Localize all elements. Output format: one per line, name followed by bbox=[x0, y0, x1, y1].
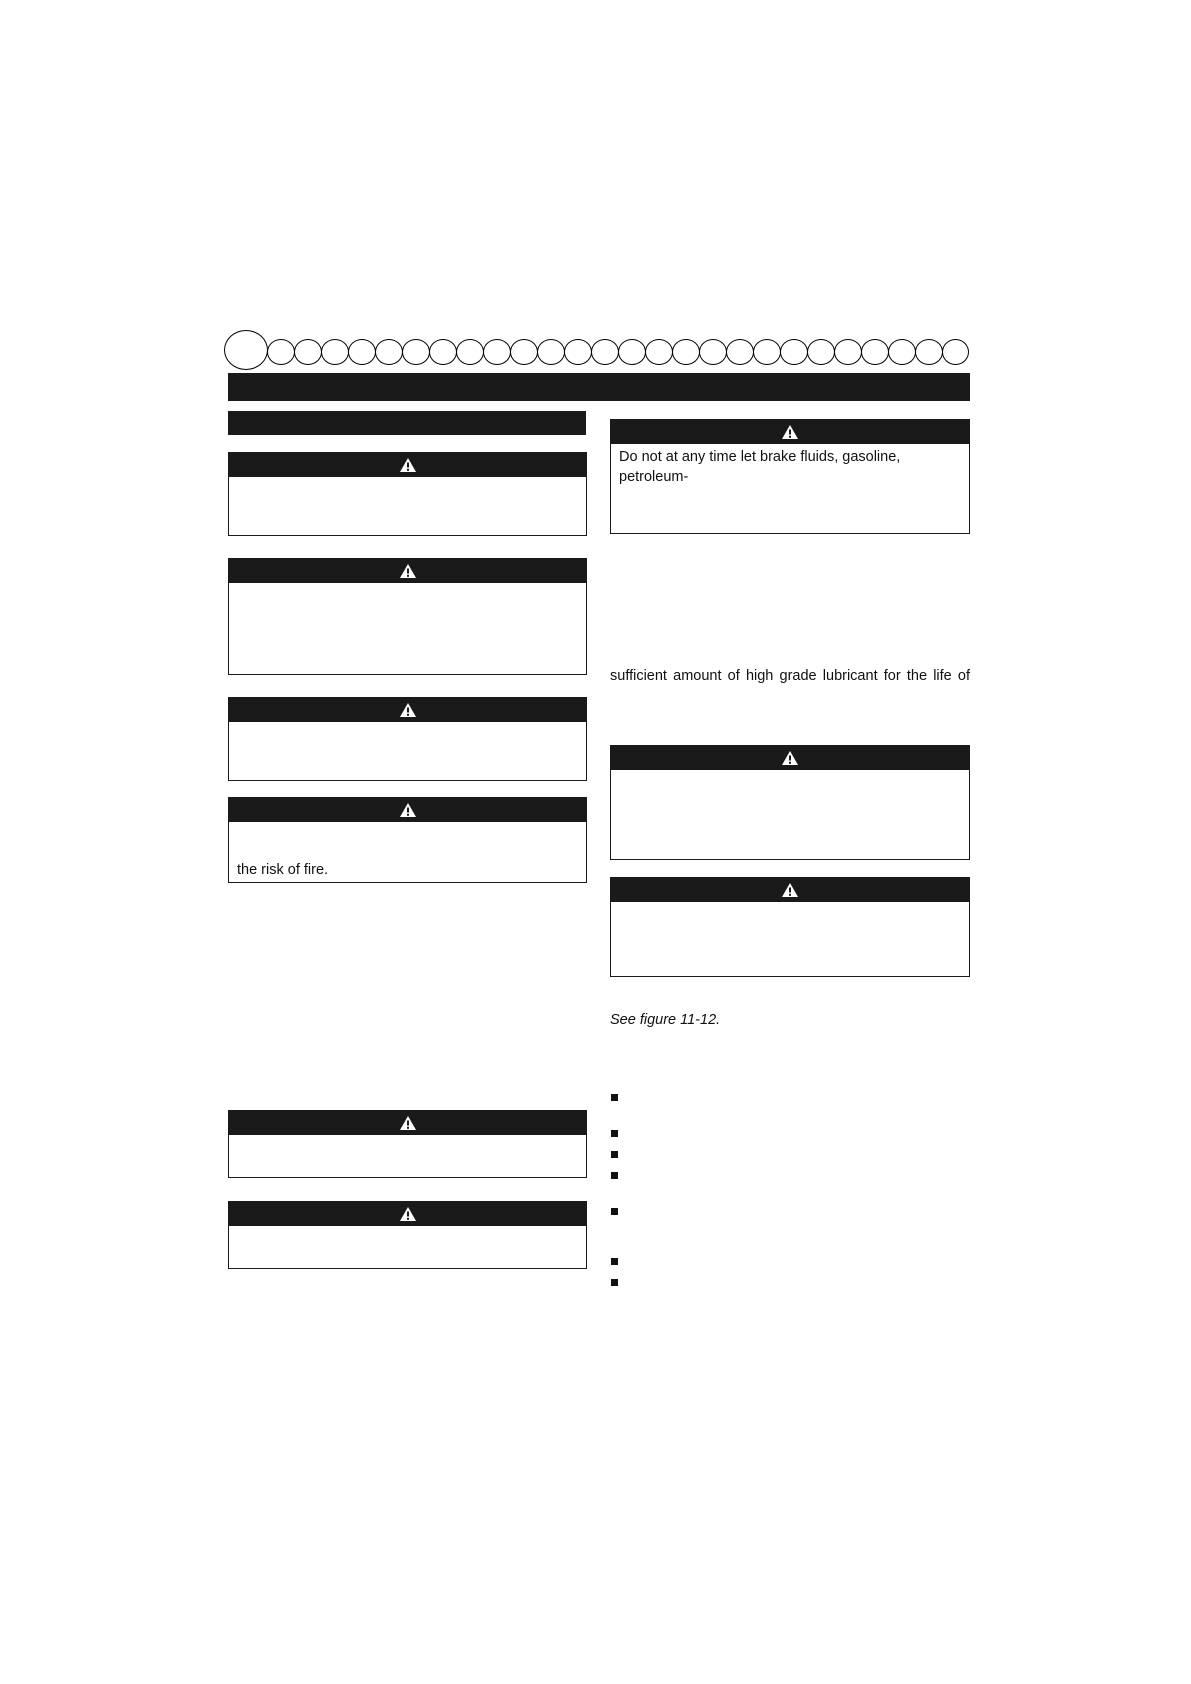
chapter-tab bbox=[942, 339, 969, 365]
warning-box bbox=[610, 745, 970, 860]
square-bullet-icon bbox=[611, 1279, 618, 1286]
warning-triangle-icon bbox=[399, 563, 417, 579]
warning-text: Do not at any time let brake fluids, gasoline, petroleum- bbox=[619, 449, 901, 485]
warning-triangle-icon bbox=[399, 802, 417, 818]
chapter-tab bbox=[564, 339, 592, 365]
chapter-tab-current bbox=[224, 330, 268, 370]
chapter-tab bbox=[591, 339, 619, 365]
chapter-tab bbox=[294, 339, 322, 365]
chapter-tab bbox=[348, 339, 376, 365]
chapter-tab bbox=[429, 339, 457, 365]
section-title-bar bbox=[228, 411, 586, 435]
chapter-tab bbox=[699, 339, 727, 365]
square-bullet-icon bbox=[611, 1172, 618, 1179]
chapter-tab bbox=[780, 339, 808, 365]
chapter-tab bbox=[726, 339, 754, 365]
square-bullet-icon bbox=[611, 1094, 618, 1101]
chapter-tab bbox=[807, 339, 835, 365]
chapter-tab-strip bbox=[0, 0, 1191, 380]
chapter-tab bbox=[537, 339, 565, 365]
chapter-tab bbox=[645, 339, 673, 365]
chapter-tab bbox=[753, 339, 781, 365]
warning-triangle-icon bbox=[781, 750, 799, 766]
warning-box bbox=[228, 797, 587, 883]
warning-triangle-icon bbox=[399, 457, 417, 473]
chapter-tab bbox=[456, 339, 484, 365]
warning-header bbox=[229, 559, 586, 583]
warning-header bbox=[611, 878, 969, 902]
chapter-title-bar bbox=[228, 373, 970, 401]
warning-triangle-icon bbox=[399, 1206, 417, 1222]
warning-triangle-icon bbox=[399, 702, 417, 718]
lubricant-paragraph-line: sufficient amount of high grade lubricant for the life of bbox=[610, 668, 970, 684]
warning-box bbox=[228, 452, 587, 536]
warning-header bbox=[229, 798, 586, 822]
chapter-tab bbox=[483, 339, 511, 365]
chapter-tab bbox=[618, 339, 646, 365]
chapter-tab bbox=[510, 339, 538, 365]
warning-box bbox=[228, 1110, 587, 1178]
chapter-tab bbox=[861, 339, 889, 365]
chapter-tab bbox=[888, 339, 916, 365]
warning-box bbox=[228, 1201, 587, 1269]
square-bullet-icon bbox=[611, 1130, 618, 1137]
square-bullet-icon bbox=[611, 1208, 618, 1215]
warning-header bbox=[229, 698, 586, 722]
warning-header bbox=[611, 420, 969, 444]
warning-header bbox=[229, 453, 586, 477]
chapter-tab bbox=[402, 339, 430, 365]
chapter-tab bbox=[321, 339, 349, 365]
warning-triangle-icon bbox=[399, 1115, 417, 1131]
warning-box bbox=[228, 558, 587, 675]
warning-box bbox=[610, 419, 970, 534]
warning-triangle-icon bbox=[781, 882, 799, 898]
warning-text: the risk of fire. bbox=[237, 862, 329, 878]
chapter-tab bbox=[267, 339, 295, 365]
warning-header bbox=[229, 1111, 586, 1135]
square-bullet-icon bbox=[611, 1151, 618, 1158]
warning-box bbox=[610, 877, 970, 977]
warning-header bbox=[611, 746, 969, 770]
chapter-tab bbox=[375, 339, 403, 365]
warning-header bbox=[229, 1202, 586, 1226]
square-bullet-icon bbox=[611, 1258, 618, 1265]
chapter-tab bbox=[834, 339, 862, 365]
chapter-tab bbox=[915, 339, 943, 365]
figure-reference: See figure 11-12. bbox=[610, 1012, 721, 1028]
warning-box bbox=[228, 697, 587, 781]
warning-triangle-icon bbox=[781, 424, 799, 440]
chapter-tab bbox=[672, 339, 700, 365]
